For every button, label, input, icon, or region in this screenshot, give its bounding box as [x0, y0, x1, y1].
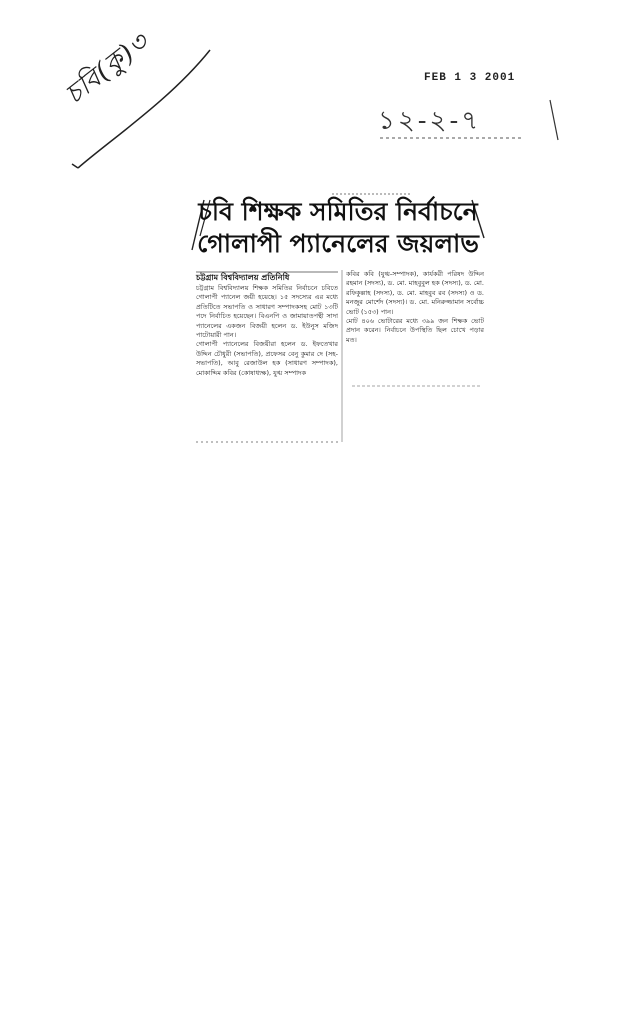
received-date-stamp: FEB 1 3 2001 [424, 72, 516, 84]
article-column-2 [346, 270, 484, 388]
column-1-paragraph-1: চট্টগ্রাম বিশ্ববিদ্যালয় শিক্ষক সমিতির নির্বাচনে চবিতে গোলাপী প্যানেল জয়ী হয়েছে। ১৫ সদস্যের এর মধ্যে প্রতিটিতে সভাপতি ও সাধারণ সম্পাদকসহ মোট ১৩টি পদে নির্বাচিত হয়েছেন। বিএনপি ও জামায়াতপন্থী সাদা প্যানেলের একজন বিজয়ী হলেন ড. ইউনুস মজিদ পাটোয়ারী পান। [196, 284, 338, 340]
file-number-stamp: ১২-২-৭ [378, 106, 482, 136]
column-1-paragraph-2: গোলাপী প্যানেলের বিজয়ীরা হলেন ড. ইফতেখার উদ্দিন চৌধুরী (সভাপতি), প্রফেসর বেনু কুমার দে (সহ-সভাপতি), আবু রেজাউল হক (সাধারণ সম্পাদক), মোকাদ্দিম কবির (কোষাধ্যক্ষ), যুগ্ম সম্পাদক [196, 340, 338, 377]
column-2-paragraph-1: কবির কবি (যুগ্ম-সম্পাদক), কার্যকরী পরিষদ উদ্দিন রহমান (সদস্য), ড. মো. মাহবুবুল হক (সদস্য), ড. মো. রফিকুল্লাহ (সদস্য), ড. মো. মাহবুব রব (সদস্য) ও ড. মনজুর মোর্শেদ (সদস্য)। ড. মো. মনিরুজ্জামান সর্বোচ্চ ভোট (১৫৩) পান। [346, 270, 484, 316]
stamp-underline [374, 94, 564, 144]
headline-line-2: গোলাপী প্যানেলের জয়লাভ [197, 229, 479, 258]
article-column-1 [196, 284, 338, 438]
headline-line-1: চবি শিক্ষক সমিতির নির্বাচনে [198, 197, 478, 226]
column-2-paragraph-2: মোট ৪০৬ ভোটারের মধ্যে ৩৯৯ জন শিক্ষক ভোট প্রদান করেন। নির্বাচনে উপস্থিতি ছিল চোখে পড়ার মত। [346, 317, 484, 344]
handwriting-stroke [60, 40, 220, 180]
handwritten-note: চবি(কু)৩ [59, 26, 155, 111]
headline [192, 196, 484, 266]
byline: চট্টগ্রাম বিশ্ববিদ্যালয় প্রতিনিধি [196, 273, 290, 282]
